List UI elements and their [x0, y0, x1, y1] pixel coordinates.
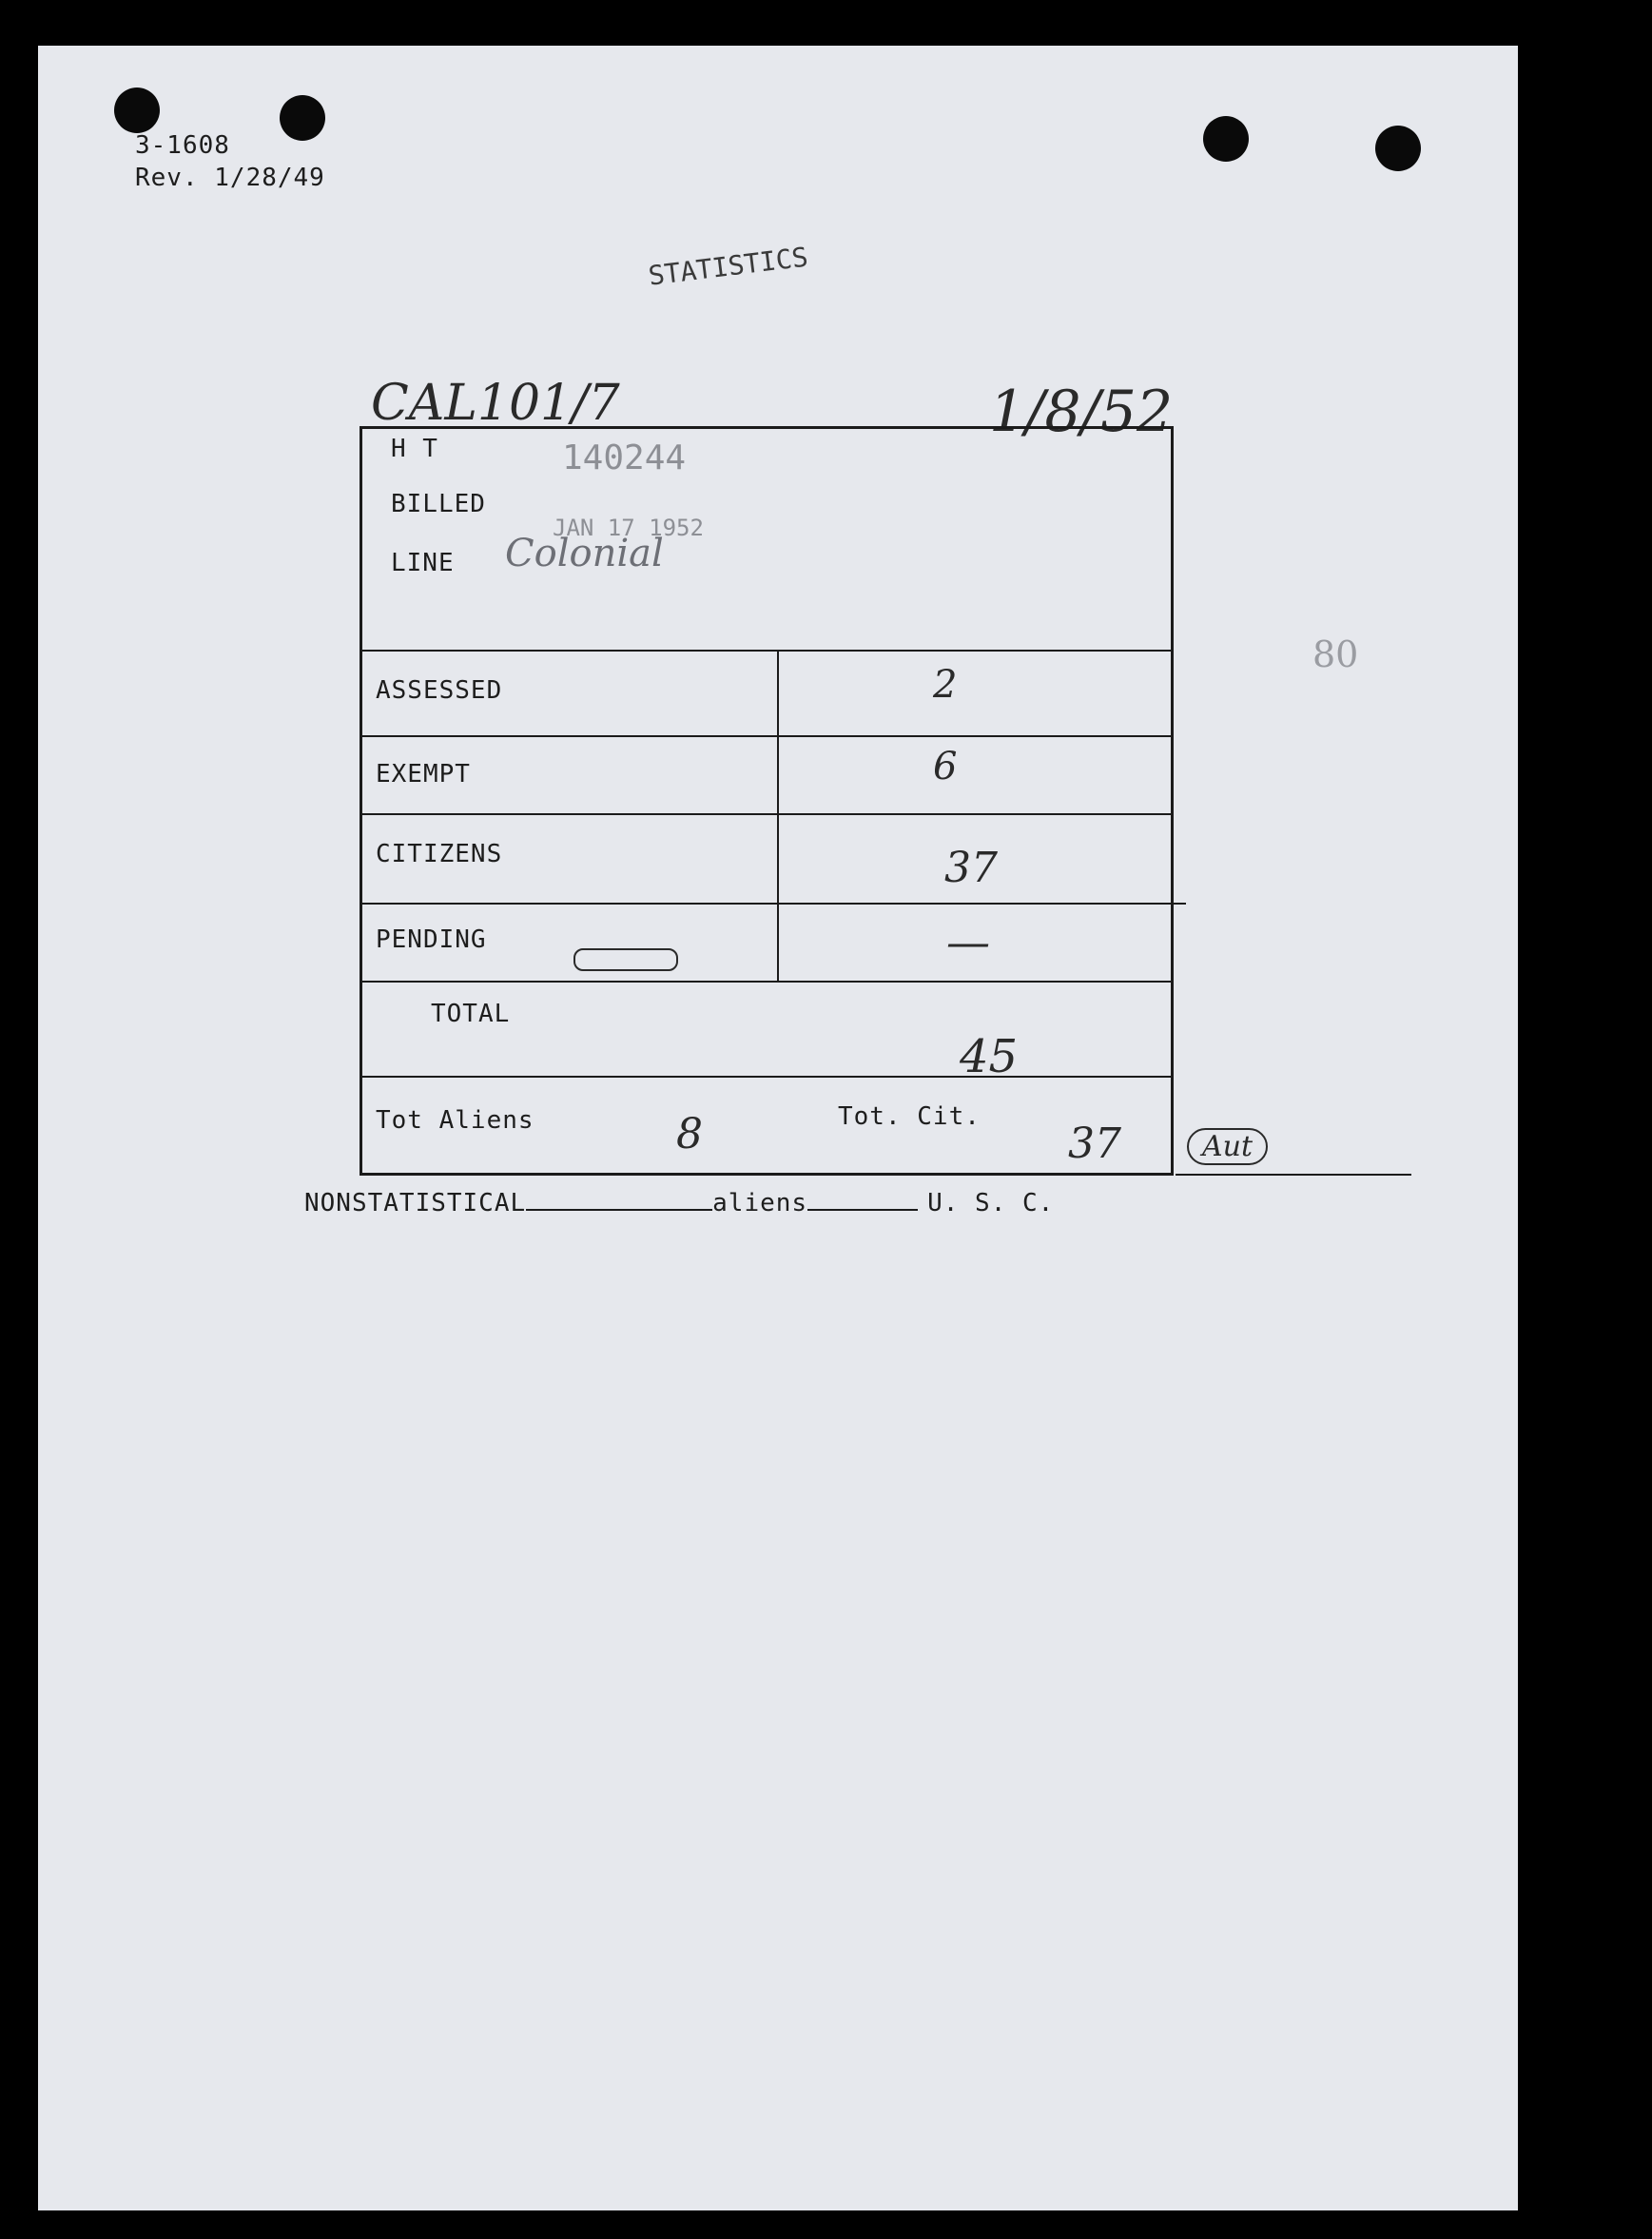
- pending-value: —: [946, 916, 990, 967]
- ht-number-stamp: 140244: [562, 438, 687, 477]
- table-rule: [362, 813, 1171, 815]
- table-rule: [362, 735, 1171, 737]
- usc-label: U. S. C.: [927, 1189, 1055, 1217]
- punch-hole: [1375, 126, 1421, 171]
- column-divider: [777, 652, 779, 981]
- aliens-blank: [807, 1209, 918, 1211]
- pending-bracket-mark: [573, 948, 678, 971]
- table-rule: [362, 903, 1186, 905]
- handwritten-reference: CAL101/7: [371, 375, 620, 432]
- total-label: TOTAL: [431, 1000, 511, 1028]
- pending-label: PENDING: [376, 925, 487, 954]
- nonstatistical-line: [304, 1189, 1054, 1217]
- handwritten-line-name: Colonial: [505, 532, 664, 575]
- punch-hole: [280, 95, 325, 141]
- nonstatistical-blank: [526, 1209, 712, 1211]
- margin-number-stamp: 80: [1312, 633, 1359, 675]
- billed-label: BILLED: [391, 490, 486, 518]
- handwritten-initials: Aut: [1187, 1128, 1268, 1165]
- signature-rule: [1176, 1174, 1411, 1176]
- tot-cit-value: 37: [1068, 1120, 1121, 1168]
- tot-aliens-value: 8: [676, 1110, 703, 1158]
- table-rule: [362, 1076, 1171, 1078]
- billed-date-stamp: JAN 17 1952: [553, 515, 704, 541]
- form-revision: Rev. 1/28/49: [135, 164, 325, 192]
- citizens-value: 37: [944, 844, 998, 892]
- tot-aliens-label: Tot Aliens: [376, 1106, 534, 1135]
- form-number: 3-1608: [135, 131, 230, 160]
- citizens-label: CITIZENS: [376, 840, 503, 868]
- ht-label: H T: [391, 435, 438, 463]
- tot-cit-label: Tot. Cit.: [838, 1102, 981, 1131]
- statistics-table: [360, 426, 1174, 1176]
- total-value: 45: [960, 1030, 1019, 1083]
- assessed-value: 2: [933, 663, 958, 707]
- exempt-label: EXEMPT: [376, 760, 471, 789]
- nonstatistical-label: NONSTATISTICAL: [304, 1189, 527, 1217]
- assessed-label: ASSESSED: [376, 676, 503, 705]
- punch-hole: [1203, 116, 1249, 162]
- statistics-stamp: STATISTICS: [647, 241, 810, 292]
- line-label: LINE: [391, 549, 455, 577]
- aliens-label: aliens: [712, 1189, 808, 1217]
- punch-hole: [114, 88, 160, 133]
- handwritten-date: 1/8/52: [989, 379, 1174, 445]
- document-page: [38, 46, 1518, 2210]
- table-rule: [362, 981, 1171, 983]
- exempt-value: 6: [933, 745, 958, 789]
- table-rule: [362, 650, 1171, 652]
